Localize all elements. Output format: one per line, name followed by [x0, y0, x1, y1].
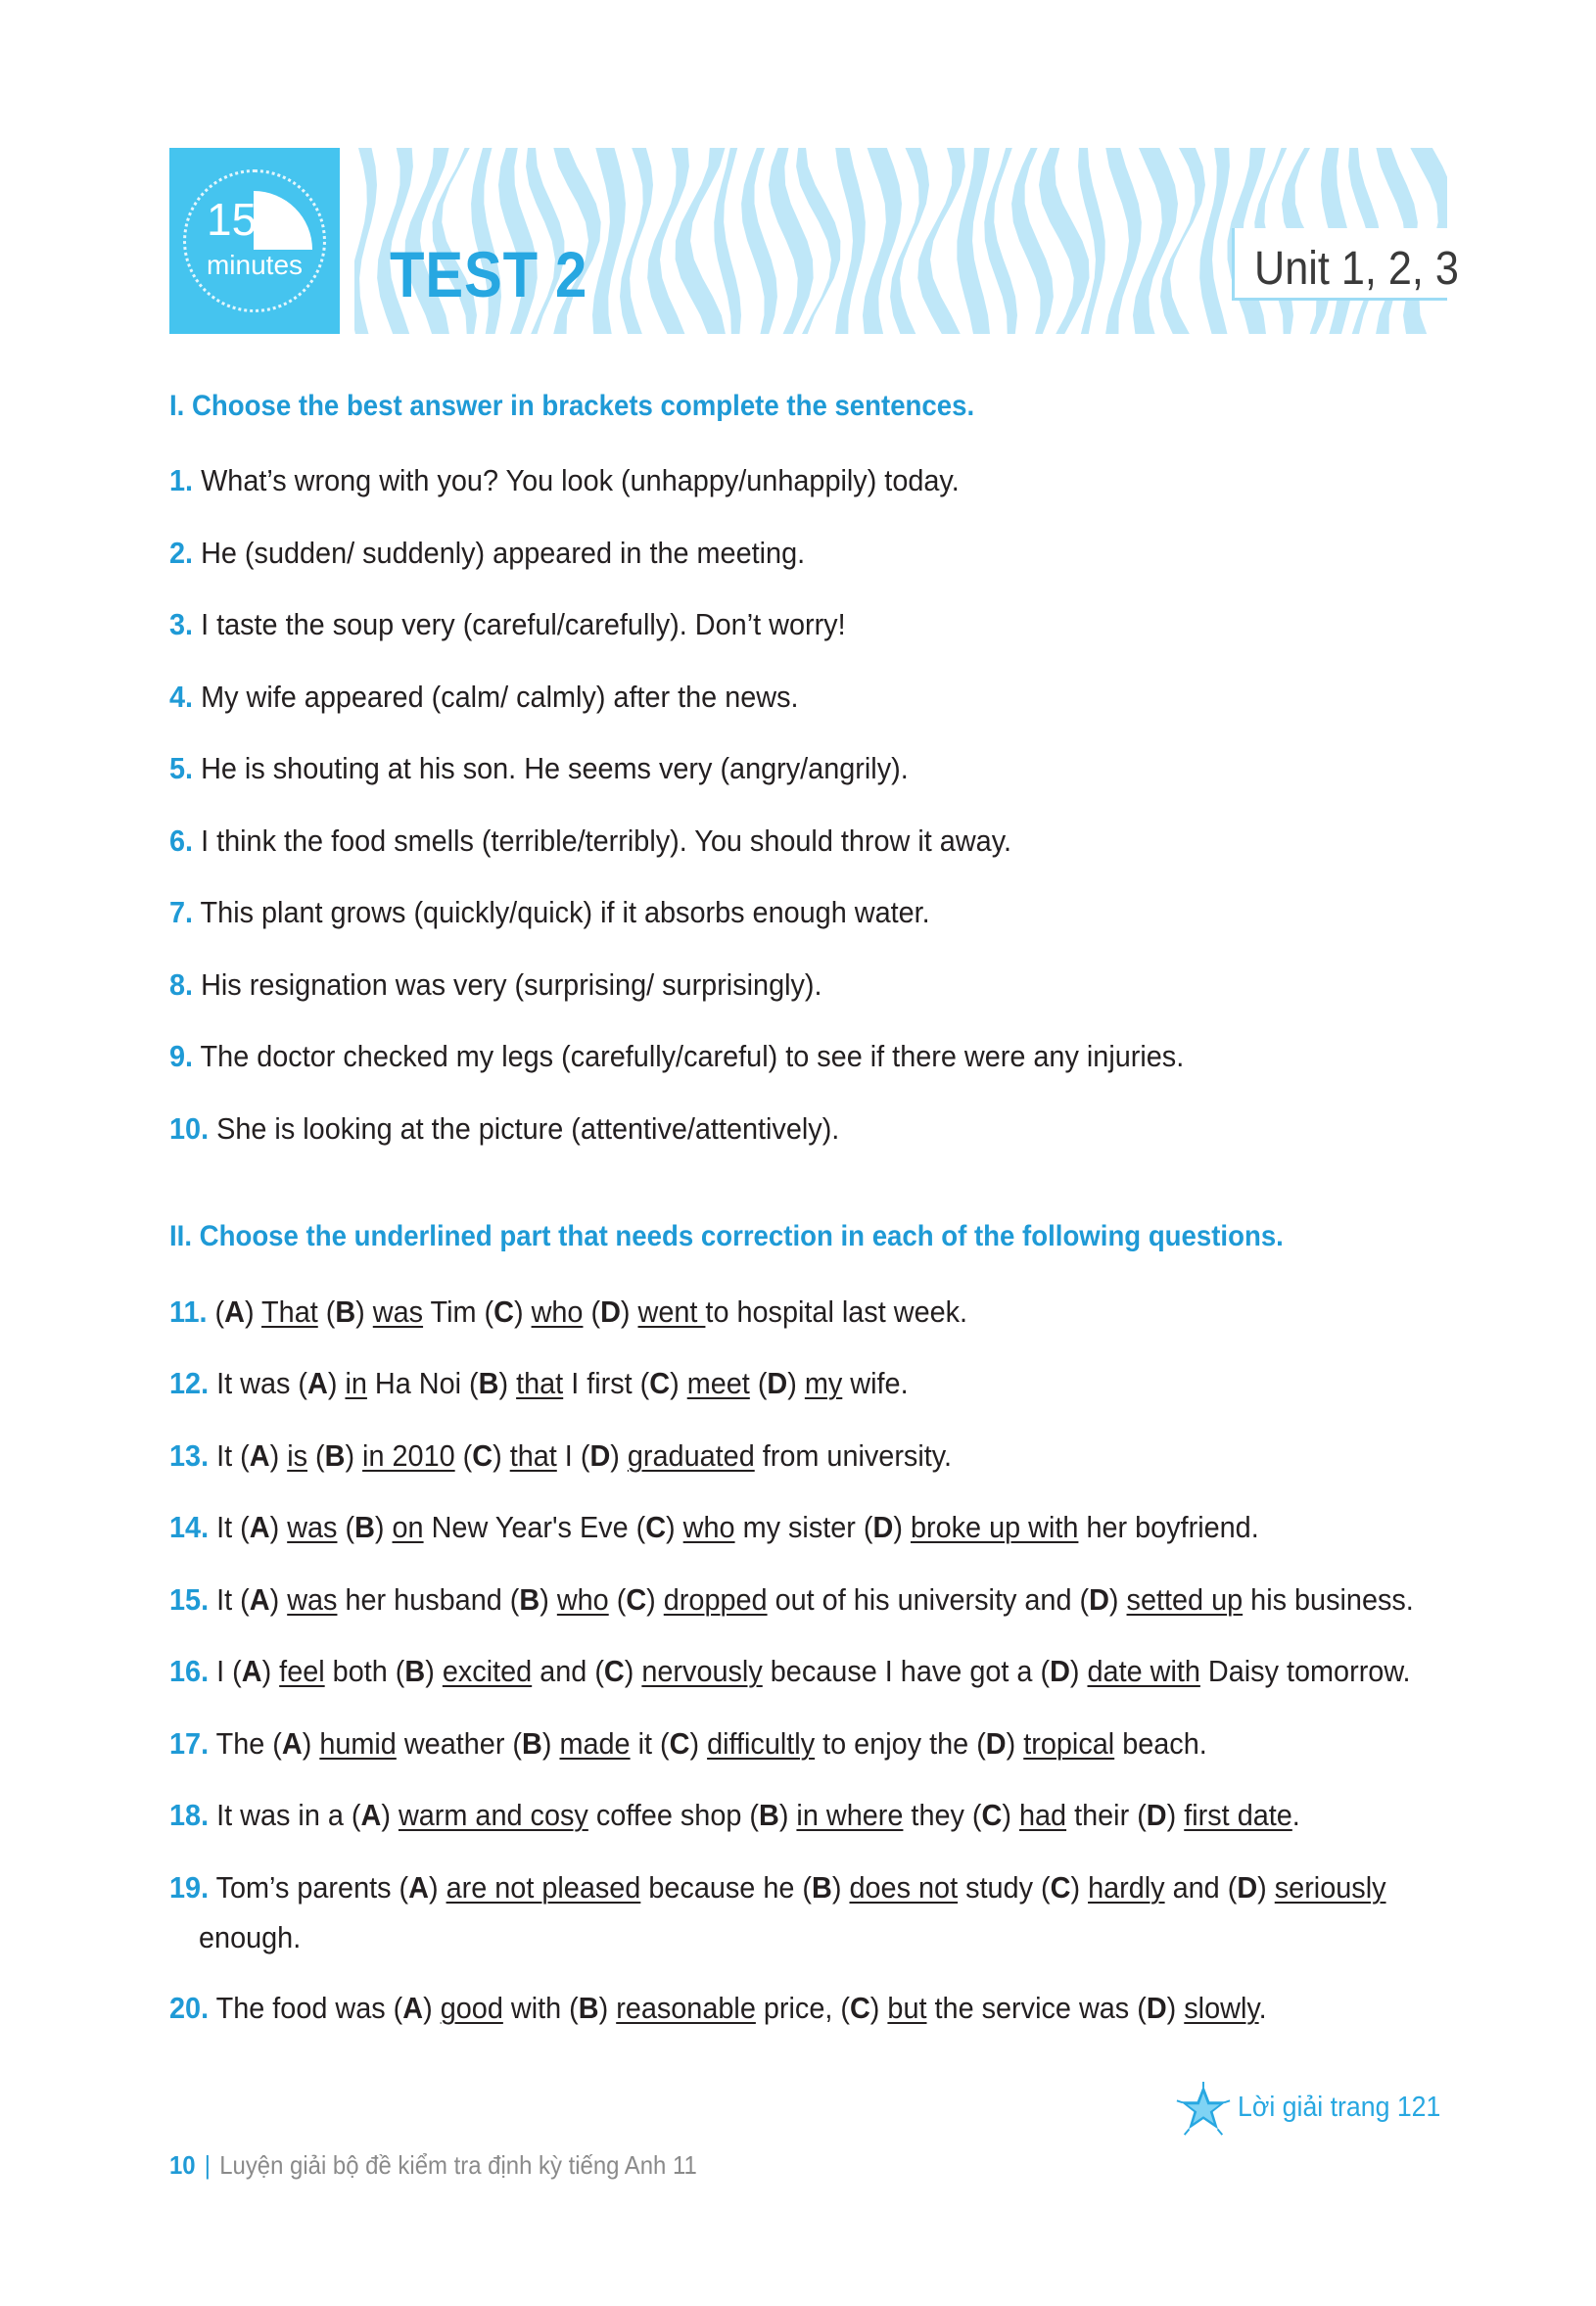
- question-number: 14.: [169, 1510, 210, 1544]
- question-text: New Year's Eve (: [423, 1510, 646, 1544]
- question-text: ): [540, 1582, 557, 1617]
- option-letter: D: [1089, 1582, 1109, 1617]
- option-letter: C: [645, 1510, 667, 1544]
- star-icon: [1175, 2082, 1232, 2139]
- question-number: 1.: [169, 463, 194, 497]
- question-text: study (: [958, 1870, 1051, 1905]
- underlined-option: nervously: [641, 1654, 763, 1688]
- underlined-option: meet: [686, 1366, 750, 1400]
- timer-badge: [169, 148, 340, 334]
- option-letter: A: [249, 1438, 270, 1473]
- underlined-option: in 2010: [362, 1438, 455, 1473]
- question-text: ): [1257, 1870, 1275, 1905]
- option-letter: B: [354, 1510, 375, 1544]
- question-text: ): [1070, 1870, 1089, 1905]
- question-item: [169, 1032, 1184, 1081]
- question-text: to enjoy the (: [815, 1726, 986, 1761]
- question-text: ): [261, 1654, 280, 1688]
- question-number: 11.: [169, 1294, 208, 1329]
- underlined-option: had: [1018, 1798, 1067, 1832]
- underlined-option: seriously: [1274, 1870, 1386, 1905]
- option-letter: D: [767, 1366, 788, 1400]
- underlined-option: that: [516, 1366, 564, 1400]
- question-text: out of his university and (: [767, 1582, 1090, 1617]
- question-text: ): [428, 1870, 446, 1905]
- question-text: I first (: [563, 1366, 650, 1400]
- question-text: ): [269, 1438, 288, 1473]
- question-text: It was in a (: [216, 1798, 361, 1832]
- question-item: [169, 1503, 1259, 1552]
- question-text: Tim (: [423, 1294, 494, 1329]
- test-title: TEST 2: [390, 238, 588, 310]
- option-letter: C: [849, 1991, 870, 2025]
- section-2-title: II. Choose the underlined part that needs correction in each of the following questions.: [169, 1220, 1284, 1252]
- option-letter: C: [626, 1582, 647, 1617]
- question-text: It (: [216, 1438, 250, 1473]
- question-text: .: [1291, 1798, 1300, 1832]
- question-number: 13.: [169, 1438, 210, 1473]
- question-text: It (: [216, 1582, 250, 1617]
- option-letter: C: [1050, 1870, 1071, 1905]
- underlined-option: are not pleased: [446, 1870, 641, 1905]
- underlined-option: slowly: [1184, 1991, 1259, 2025]
- option-letter: A: [281, 1726, 303, 1761]
- question-text: ): [1108, 1582, 1127, 1617]
- question-number: 10.: [169, 1111, 210, 1146]
- question-text: (: [337, 1510, 355, 1544]
- zebra-stripe: [714, 148, 741, 334]
- timer-label: minutes: [206, 250, 304, 280]
- question-text: beach.: [1114, 1726, 1207, 1761]
- zebra-stripe: [984, 148, 1017, 334]
- underlined-option: first date: [1184, 1798, 1292, 1832]
- question-text: it (: [630, 1726, 670, 1761]
- question-item: [169, 888, 930, 937]
- option-letter: A: [307, 1366, 328, 1400]
- underlined-option: in where: [796, 1798, 904, 1832]
- question-text: ): [787, 1366, 805, 1400]
- question-text: ): [244, 1294, 262, 1329]
- question-text: their (: [1066, 1798, 1147, 1832]
- question-text: ): [513, 1294, 532, 1329]
- question-text: ): [778, 1798, 797, 1832]
- question-text: because I have got a (: [762, 1654, 1051, 1688]
- option-letter: D: [985, 1726, 1007, 1761]
- question-text: my sister (: [734, 1510, 873, 1544]
- question-item: [169, 1576, 1414, 1624]
- option-letter: B: [522, 1726, 542, 1761]
- underlined-option: excited: [442, 1654, 533, 1688]
- question-text: weather (: [396, 1726, 523, 1761]
- question-text: (: [454, 1438, 473, 1473]
- option-letter: D: [1146, 1798, 1167, 1832]
- question-text: (: [214, 1294, 225, 1329]
- question-text: her husband (: [337, 1582, 520, 1617]
- underlined-option: was: [287, 1510, 338, 1544]
- question-item: [169, 744, 909, 793]
- question-text: I taste the soup very (careful/carefully). Don’t worry!: [201, 607, 846, 641]
- question-text: I (: [556, 1438, 590, 1473]
- question-text: ): [374, 1510, 393, 1544]
- page-number: 10: [169, 2150, 196, 2180]
- question-text: ): [689, 1726, 708, 1761]
- underlined-option: humid: [319, 1726, 397, 1761]
- question-text: His resignation was very (surprising/ surprisingly).: [201, 967, 822, 1002]
- question-text: coffee shop (: [587, 1798, 760, 1832]
- option-letter: D: [600, 1294, 621, 1329]
- question-number: 15.: [169, 1582, 210, 1617]
- question-item: [169, 529, 805, 578]
- question-number: 12.: [169, 1366, 210, 1400]
- question-text: both (: [324, 1654, 405, 1688]
- answer-reference-text: Lời giải trang 121: [1238, 2092, 1441, 2123]
- option-letter: A: [249, 1510, 270, 1544]
- option-letter: B: [578, 1991, 599, 2025]
- question-text: The food was (: [215, 1991, 403, 2025]
- zebra-stripe: [620, 148, 653, 334]
- underlined-option: difficultly: [707, 1726, 816, 1761]
- question-text: ): [498, 1366, 517, 1400]
- unit-label-box: [1232, 228, 1459, 301]
- option-letter: A: [408, 1870, 429, 1905]
- question-number: 7.: [169, 895, 194, 929]
- underlined-option: made: [559, 1726, 631, 1761]
- question-item: [169, 817, 1011, 866]
- question-text: ): [345, 1438, 363, 1473]
- option-letter: D: [1050, 1654, 1070, 1688]
- question-number: 18.: [169, 1798, 210, 1832]
- question-item: [169, 1863, 1386, 1912]
- question-number: 20.: [169, 1991, 210, 2025]
- underlined-option: That: [261, 1294, 318, 1329]
- question-text: Ha Noi (: [366, 1366, 479, 1400]
- question-text: the service was (: [926, 1991, 1147, 2025]
- option-letter: B: [335, 1294, 356, 1329]
- underlined-option: my: [804, 1366, 843, 1400]
- option-letter: A: [224, 1294, 245, 1329]
- question-number: 6.: [169, 824, 194, 858]
- underlined-option: graduated: [627, 1438, 755, 1473]
- question-text: ): [423, 1991, 441, 2025]
- question-item: [169, 1359, 909, 1408]
- option-letter: B: [759, 1798, 779, 1832]
- question-text: The doctor checked my legs (carefully/careful) to see if there were any injuries.: [200, 1039, 1185, 1073]
- underlined-option: who: [556, 1582, 609, 1617]
- question-text: because he (: [640, 1870, 813, 1905]
- underlined-option: hardly: [1088, 1870, 1165, 1905]
- question-text: It was (: [216, 1366, 308, 1400]
- question-text: ): [1002, 1798, 1019, 1832]
- question-text: ): [598, 1991, 617, 2025]
- unit-label: Unit 1, 2, 3: [1254, 243, 1459, 295]
- question-text: ): [670, 1366, 687, 1400]
- underlined-option: on: [392, 1510, 424, 1544]
- option-letter: C: [493, 1294, 514, 1329]
- underlined-option: setted up: [1126, 1582, 1244, 1617]
- question-item: [169, 1105, 839, 1153]
- question-number: 16.: [169, 1654, 210, 1688]
- underlined-option: good: [440, 1991, 503, 2025]
- question-item: [169, 673, 799, 722]
- question-text: ): [493, 1438, 510, 1473]
- option-letter: B: [404, 1654, 426, 1688]
- underlined-option: warm and cosy: [398, 1798, 588, 1832]
- underlined-option: that: [509, 1438, 557, 1473]
- underlined-option: who: [682, 1510, 735, 1544]
- question-text: ): [541, 1726, 560, 1761]
- option-letter: C: [603, 1654, 625, 1688]
- answer-reference: [1175, 2082, 1449, 2131]
- page-footer: [169, 2150, 697, 2181]
- question-number: 4.: [169, 680, 194, 714]
- question-text: She is looking at the picture (attentive/attentively).: [216, 1111, 840, 1146]
- question-text: ): [302, 1726, 320, 1761]
- question-item: [169, 1984, 1267, 2033]
- question-item: [169, 1647, 1411, 1696]
- question-text: ): [269, 1510, 288, 1544]
- question-text: ): [624, 1654, 642, 1688]
- option-letter: A: [402, 1991, 424, 2025]
- question-number: 8.: [169, 967, 194, 1002]
- question-text: ): [893, 1510, 911, 1544]
- option-letter: A: [360, 1798, 382, 1832]
- question-text: (: [583, 1294, 601, 1329]
- option-letter: D: [589, 1438, 611, 1473]
- question-text: My wife appeared (calm/ calmly) after the news.: [201, 680, 799, 714]
- section-1-title: I. Choose the best answer in brackets complete the sentences.: [169, 390, 975, 422]
- book-title: Luyện giải bộ đề kiểm tra định kỳ tiếng Anh 11: [219, 2150, 697, 2180]
- question-item: [169, 1288, 967, 1337]
- question-text: (: [749, 1366, 768, 1400]
- option-letter: C: [649, 1366, 671, 1400]
- question-text: ): [381, 1798, 399, 1832]
- option-letter: B: [812, 1870, 832, 1905]
- question-number: 19.: [169, 1870, 210, 1905]
- question-number: 17.: [169, 1726, 210, 1761]
- option-letter: B: [324, 1438, 346, 1473]
- question-text: her boyfriend.: [1078, 1510, 1259, 1544]
- option-letter: B: [519, 1582, 540, 1617]
- underlined-option: tropical: [1023, 1726, 1115, 1761]
- underlined-option: dropped: [663, 1582, 768, 1617]
- question-text: ): [1166, 1798, 1185, 1832]
- question-text: ): [425, 1654, 443, 1688]
- question-text: The (: [215, 1726, 282, 1761]
- question-number: 2.: [169, 536, 194, 570]
- question-text: (: [307, 1438, 325, 1473]
- underlined-option: does not: [849, 1870, 959, 1905]
- underlined-option: but: [887, 1991, 927, 2025]
- question-number: 9.: [169, 1039, 194, 1073]
- question-item: [169, 600, 846, 649]
- question-text: .: [1258, 1991, 1267, 2025]
- question-text: from university.: [754, 1438, 953, 1473]
- question-text: with (: [502, 1991, 579, 2025]
- question-text: ): [666, 1510, 683, 1544]
- underlined-option: in: [345, 1366, 367, 1400]
- option-letter: A: [241, 1654, 262, 1688]
- underlined-option: who: [531, 1294, 584, 1329]
- option-letter: D: [1237, 1870, 1258, 1905]
- question-item: [169, 1432, 952, 1481]
- question-item: [169, 1719, 1207, 1768]
- question-item: [169, 1791, 1300, 1840]
- underlined-option: is: [287, 1438, 308, 1473]
- question-number: 3.: [169, 607, 194, 641]
- option-letter: B: [478, 1366, 499, 1400]
- option-letter: C: [981, 1798, 1003, 1832]
- question-text: wife.: [842, 1366, 909, 1400]
- question-text: I think the food smells (terrible/terribly). You should throw it away.: [201, 824, 1011, 858]
- option-letter: D: [1146, 1991, 1167, 2025]
- question-text: It (: [216, 1510, 250, 1544]
- question-text: I (: [216, 1654, 242, 1688]
- question-text: his business.: [1243, 1582, 1414, 1617]
- question-text: ): [327, 1366, 346, 1400]
- timer-number: 15: [207, 194, 258, 245]
- question-text: He is shouting at his son. He seems very (angry/angrily).: [201, 751, 909, 785]
- question-text: (: [608, 1582, 627, 1617]
- option-letter: D: [872, 1510, 894, 1544]
- question-text: ): [1069, 1654, 1088, 1688]
- question-text: ): [831, 1870, 850, 1905]
- question-text: ): [269, 1582, 288, 1617]
- question-text: (: [317, 1294, 336, 1329]
- question-continuation: enough.: [199, 1920, 302, 1954]
- question-text: What’s wrong with you? You look (unhappy/unhappily) today.: [201, 463, 960, 497]
- question-text: price, (: [755, 1991, 850, 2025]
- question-text: they (: [903, 1798, 982, 1832]
- question-item: [169, 456, 960, 505]
- question-text: ): [869, 1991, 888, 2025]
- underlined-option: feel: [279, 1654, 325, 1688]
- question-text: ): [620, 1294, 638, 1329]
- option-letter: C: [472, 1438, 493, 1473]
- question-text: to hospital last week.: [705, 1294, 968, 1329]
- question-text: ): [646, 1582, 664, 1617]
- underlined-option: was: [287, 1582, 338, 1617]
- question-text: Daisy tomorrow.: [1199, 1654, 1411, 1688]
- question-number: 5.: [169, 751, 194, 785]
- question-text: ): [1166, 1991, 1185, 2025]
- question-text: This plant grows (quickly/quick) if it absorbs enough water.: [200, 895, 930, 929]
- question-text: and (: [1164, 1870, 1238, 1905]
- underlined-option: date with: [1087, 1654, 1200, 1688]
- option-letter: A: [249, 1582, 270, 1617]
- underlined-option: went: [637, 1294, 706, 1329]
- question-text: Tom’s parents (: [215, 1870, 409, 1905]
- zebra-stripe: [354, 148, 377, 334]
- option-letter: C: [669, 1726, 690, 1761]
- question-text: ): [355, 1294, 373, 1329]
- question-text: and (: [532, 1654, 604, 1688]
- underlined-option: reasonable: [616, 1991, 756, 2025]
- zebra-stripe: [1199, 148, 1230, 334]
- footer-separator: |: [204, 2150, 211, 2180]
- underlined-option: broke up with: [910, 1510, 1079, 1544]
- question-text: He (sudden/ suddenly) appeared in the meeting.: [201, 536, 806, 570]
- question-item: [169, 961, 822, 1010]
- underlined-option: was: [372, 1294, 424, 1329]
- question-text: ): [1006, 1726, 1024, 1761]
- test-header-banner: [169, 148, 1459, 334]
- question-text: ): [610, 1438, 628, 1473]
